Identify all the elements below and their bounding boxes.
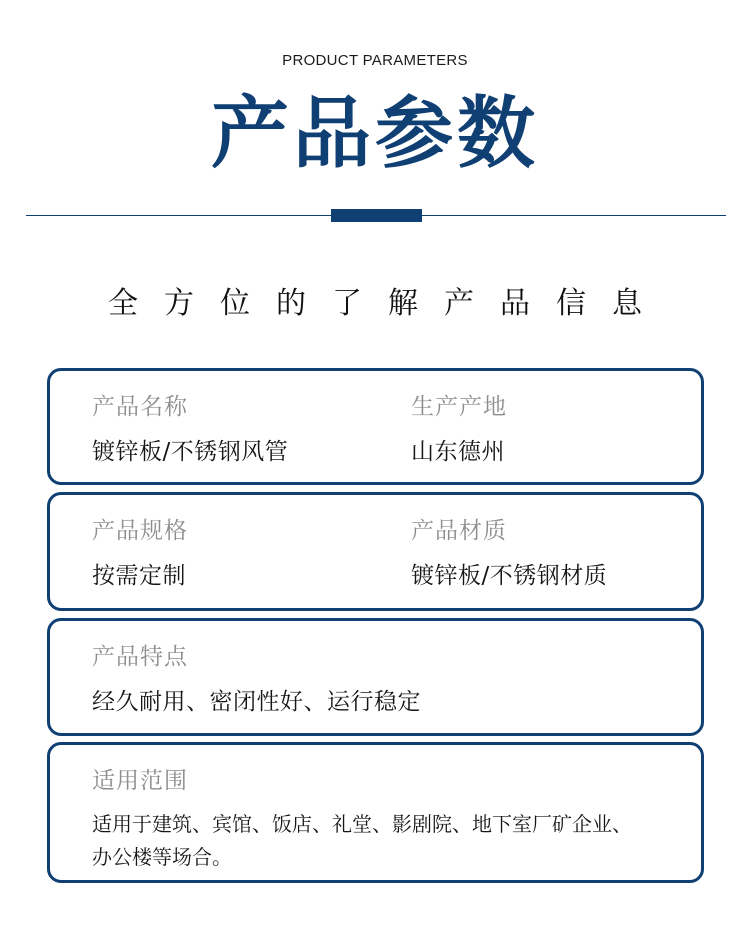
field-label: 产品规格 bbox=[92, 518, 188, 544]
field-label: 适用范围 bbox=[92, 768, 188, 794]
field-label: 生产产地 bbox=[411, 394, 507, 420]
section-title-english: PRODUCT PARAMETERS bbox=[282, 52, 468, 69]
field-origin bbox=[411, 393, 507, 466]
field-value: 镀锌板/不锈钢风管 bbox=[92, 439, 289, 465]
info-card-applications bbox=[47, 742, 704, 883]
field-value: 镀锌板/不锈钢材质 bbox=[411, 563, 608, 589]
info-card-spec-material bbox=[47, 492, 704, 611]
field-value-line: 办公楼等场合。 bbox=[92, 845, 232, 869]
field-specification bbox=[92, 517, 188, 590]
info-card-name-origin bbox=[47, 368, 704, 485]
field-product-name bbox=[92, 393, 288, 466]
field-material bbox=[411, 517, 607, 590]
divider-accent-bar bbox=[331, 209, 422, 222]
field-label: 产品材质 bbox=[411, 518, 507, 544]
info-card-features bbox=[47, 618, 704, 736]
field-value-line: 适用于建筑、宾馆、饭店、礼堂、影剧院、地下室厂矿企业、 bbox=[92, 812, 632, 836]
field-label: 产品名称 bbox=[92, 394, 188, 420]
section-subtitle: 全方位的了解产品信息 bbox=[108, 286, 668, 321]
field-features bbox=[92, 643, 421, 716]
field-value: 按需定制 bbox=[92, 563, 186, 589]
field-label: 产品特点 bbox=[92, 644, 188, 670]
field-value: 山东德州 bbox=[411, 439, 505, 465]
section-title: 产品参数 bbox=[210, 89, 539, 179]
field-applications bbox=[92, 767, 682, 874]
field-value: 经久耐用、密闭性好、运行稳定 bbox=[92, 689, 421, 715]
